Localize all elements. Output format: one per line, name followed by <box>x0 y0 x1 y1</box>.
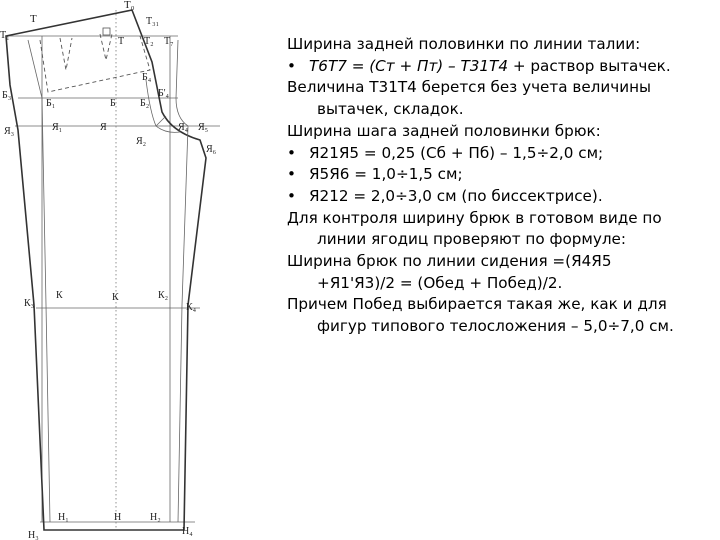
paragraph-t31t4-note: Величина Т31Т4 берется без учета величины вытачек, складок. <box>287 78 652 119</box>
label-B1: Б₁ <box>46 98 56 109</box>
label-H3: Н₃ <box>28 530 39 540</box>
bullet-icon: • <box>287 165 296 184</box>
label-T1: Т₁ <box>0 30 10 41</box>
paragraph-control: Для контроля ширину брюк в готовом виде по линии ягодиц проверяют по формуле: <box>287 208 662 249</box>
bullet-icon: • <box>287 186 296 205</box>
centre-mark <box>103 28 110 35</box>
dart-lines <box>40 34 150 92</box>
waist-formula: Т6Т7 = (Ст + Пт) – Т31Т4 <box>309 56 509 75</box>
paragraph-step-width: Ширина шага задней половинки брюк: <box>287 121 601 140</box>
label-H2: Н₂ <box>150 512 161 523</box>
ya21ya5-formula: Я21Я5 = 0,25 (Сб + Пб) – 1,5÷2,0 см; <box>309 143 604 162</box>
ya5ya6-formula: Я5Я6 = 1,0÷1,5 см; <box>309 165 463 184</box>
paragraph-seat-width: Ширина брюк по линии сидения =(Я4Я5 +Я1'Я3)/2 = (Обед + Побед)/2. <box>287 252 612 292</box>
label-B4: Б₄ <box>142 72 152 83</box>
bullet-icon: • <box>287 56 296 75</box>
label-H1: Н₁ <box>58 512 69 523</box>
trouser-back-pattern-drawing <box>0 0 285 540</box>
label-Ya3: Я₃ <box>4 126 15 137</box>
waist-formula-tail: + раствор вытачек. <box>508 56 671 75</box>
bullet-ya212 <box>287 186 687 208</box>
label-H: Н <box>114 512 122 523</box>
text-panel <box>287 34 687 338</box>
label-B4p: Б'₄ <box>158 88 170 99</box>
label-B: Б <box>110 98 116 109</box>
label-T-centre: Т <box>118 36 125 47</box>
label-Ya1: Я₁ <box>52 122 63 133</box>
label-B3: Б₃ <box>2 90 12 101</box>
label-T31: Т₃₁ <box>146 16 160 27</box>
front-outline <box>28 40 188 522</box>
label-T: Т <box>30 13 37 25</box>
label-Ya6: Я₆ <box>206 144 217 155</box>
bullet-ya5ya6 <box>287 164 687 186</box>
paragraph-back-waist-width: Ширина задней половинки по линии талии: <box>287 35 641 53</box>
label-K4: К₄ <box>186 302 197 313</box>
ya212-formula: Я212 = 2,0÷3,0 см (по биссектрисе). <box>309 186 603 205</box>
label-Ya5: Я₅ <box>198 122 209 133</box>
label-T2: Т₂ <box>144 36 154 47</box>
label-K3: К₃ <box>24 298 35 309</box>
label-T7: Т₇ <box>164 36 174 47</box>
label-K2: К₂ <box>158 290 169 301</box>
label-Ya4: Я₄ <box>178 122 189 133</box>
bullet-ya21ya5 <box>287 143 687 165</box>
label-T0: Т₀ <box>124 0 135 11</box>
seat-bisector <box>156 116 166 126</box>
label-Ya: Я <box>100 122 107 133</box>
bullet-icon: • <box>287 143 296 162</box>
label-Ya2: Я₂ <box>136 136 147 147</box>
paragraph-pobed-note: Причем Побед выбирается такая же, как и для фигур типового телосложения – 5,0÷7,0 см. <box>287 295 674 336</box>
label-K-centre: К <box>112 292 119 303</box>
label-K: К <box>56 290 63 301</box>
label-B2: Б₂ <box>140 98 150 109</box>
label-H4: Н₄ <box>182 526 193 537</box>
bullet-waist-formula <box>287 56 687 78</box>
